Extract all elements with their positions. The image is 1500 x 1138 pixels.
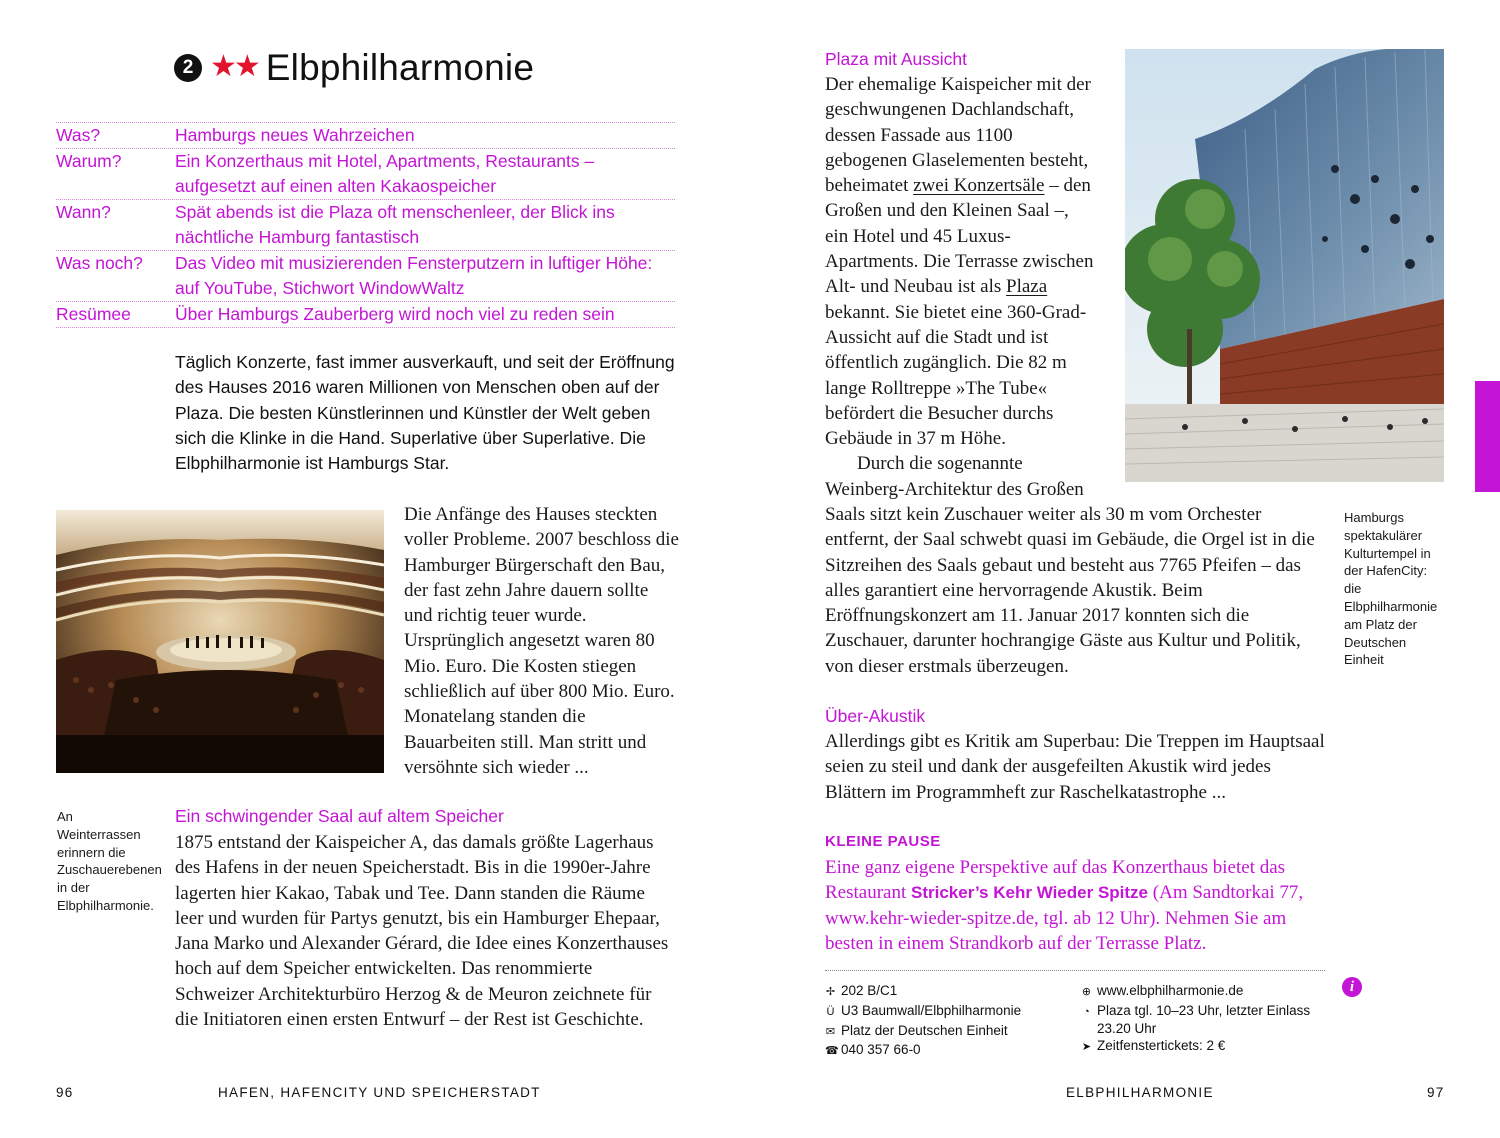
section-heading-plaza: Plaza mit Aussicht [825,49,967,69]
plaza-text-mid: – den Großen und den Kleinen Saal –, ein Hotel und 45 Luxus-Apartments. Die Terrasse zwischen Alt- und Neubau ist als [825,175,1094,298]
page-number-left: 96 [56,1085,74,1100]
running-head-left: HAFEN, HAFENCITY UND SPEICHERSTADT [218,1085,541,1100]
fact-address [825,1022,1065,1042]
fact-text: U3 Baumwall/Elbphilharmonie [841,1002,1022,1018]
section-text-saal: 1875 entstand der Kaispeicher A, das damals größte Lagerhaus des Hafens in der neuen Speicherstadt. Bis in die 1990er-Jahre lagerten hier Kakao, Tabak und Tee. Dann standen die Räume leer und wurden für Partys genutzt, bis ein Hamburger Ehepaar, Jana Marko und Alexander Gérard, die Idee eines Konzerthauses hoch auf dem Speicher entwickelten. Das renommierte Schweizer Architekturbüro Herzog & de Meuron zeichnete für die Initiatoren einen ersten Entwurf – der Rest ist Geschichte. [175,832,669,1031]
fact-hours [1081,1002,1321,1038]
chapter-heading [174,44,534,92]
concert-hall-photo [56,510,384,773]
link-plaza[interactable]: Plaza [1006,276,1048,298]
info-row [56,122,675,148]
section-heading-saal: Ein schwingender Saal auf altem Speicher [175,806,504,826]
section-heading-akustik: Über-Akustik [825,706,926,726]
section-text-weinberg: Saals sitzt kein Zuschauer weiter als 30 m vom Orchester entfernt, der Saal schwebt quasi im Gebäude, die Orgel ist in die Sitzreihen des Saals gebaut und besteht aus 7765 Pfeifen – das alles garantiert eine hervorragende Akustik. Beim Eröffnungskonzert am 11. Januar 2017 konnten sich die Zuschauer, darunter hochrangige Gäste aus Kultur und Politik, von dieser erstmals überzeugen. [825,504,1315,677]
page-number-right: 97 [1427,1085,1445,1100]
photo-caption-right: Hamburgs spektakulärer Kulturtempel in der HafenCity: die Elbphilharmonie am Platz der Deutschen Einheit [1344,510,1438,668]
info-label: Wann? [56,202,111,222]
info-label: Warum? [56,151,122,171]
info-table [56,122,675,328]
info-value: Über Hamburgs Zauberberg wird noch viel zu reden sein [175,304,615,324]
phone-icon: ☎ [825,1045,839,1058]
map-icon: ✢ [825,986,836,998]
info-value: Das Video mit musizierenden Fensterputzern in luftiger Höhe: auf YouTube, Stichwort WindowWaltz [175,253,653,298]
info-row [56,301,675,328]
facts-left [825,982,1065,1061]
concert-hall-illustration [56,510,384,773]
info-value: Ein Konzerthaus mit Hotel, Apartments, Restaurants – aufgesetzt auf einen alten Kakaospeicher [175,151,595,196]
fact-text: Platz der Deutschen Einheit [841,1022,1008,1038]
web-icon: ⊕ [1081,986,1092,998]
pause-text-start: Eine ganz eigene Perspektive auf das Konzerthaus bietet das Restaurant [825,857,1286,904]
address-icon: ✉ [825,1025,836,1038]
info-row [56,199,675,250]
photo-caption-left: An Weinterrassen erinnern die Zuschauerebenen in der Elbphilharmonie. [57,809,162,913]
pause-text [825,855,1325,956]
fact-tickets [1081,1037,1321,1057]
pause-text-end: (Am Sandtorkai 77, www.kehr-wieder-spitze.de, tgl. ab 12 Uhr). Nehmen Sie am besten in einem Strandkorb auf der Terrasse Platz. [825,882,1304,954]
running-head-right: ELBPHILHARMONIE [1066,1085,1214,1100]
link-konzertsaele[interactable]: zwei Konzertsäle [913,175,1045,197]
weinberg-text-start: Durch die sogenannte Weinberg-Architektur des Großen [825,453,1084,500]
info-label: Resümee [56,304,131,324]
info-row [56,250,675,301]
clock-icon: ◔ [1083,1005,1090,1018]
fact-phone [825,1041,1065,1061]
lead-paragraph: Täglich Konzerte, fast immer ausverkauft, und seit der Eröffnung des Hauses 2016 waren Millionen von Menschen oben auf der Plaza. Die besten Künstlerinnen und Künstler der Welt geben sich die Klinke in die Hand. Superlative über Superlative. Die Elbphilharmonie ist Hamburgs Star. [175,352,675,474]
sight-number-badge: 2 [174,54,202,82]
info-label: Was? [56,125,101,145]
info-value: Hamburgs neues Wahrzeichen [175,125,415,145]
section-text-akustik: Allerdings gibt es Kritik am Superbau: Die Treppen im Hauptsaal seien zu steil und dank der ausgefeilten Akustik wird jedes Blättern im Programmheft zur Raschelkatastrophe ... [825,731,1325,803]
plaza-text-end: bekannt. Sie bietet eine 360-Grad-Aussicht auf die Stadt und ist öffentlich zugänglich. Die 82 m lange Rolltreppe »The Tube« befördert die Besucher durchs Gebäude in 37 m Höhe. [825,301,1087,450]
restaurant-name: Stricker’s Kehr Wieder Spitze [911,883,1149,903]
building-illustration [1125,49,1444,482]
chapter-tab-marker [1475,381,1500,492]
info-value: Spät abends ist die Plaza oft menschenleer, der Blick ins nächtliche Hamburg fantastisch [175,202,615,247]
section-text-plaza [825,72,1095,502]
fact-text: Zeitfenstertickets: 2 € [1097,1038,1226,1054]
page-title: Elbphilharmonie [265,47,535,88]
fact-text: 202 B/C1 [841,983,898,998]
info-icon: i [1342,977,1362,997]
info-label: Was noch? [56,253,143,273]
fact-text: Plaza tgl. 10–23 Uhr, letzter Einlass 23.20 Uhr [1097,1002,1311,1036]
fact-map [825,982,1065,1002]
pause-label: KLEINE PAUSE [825,833,941,850]
website-link[interactable]: www.elbphilharmonie.de [1097,983,1244,998]
plaza-text-start: Der ehemalige Kaispeicher mit der geschwungenen Dachlandschaft, dessen Fassade aus 1100 gebogenen Glaselementen besteht, beheimatet [825,74,1091,197]
facts-right [1081,982,1321,1057]
elbphilharmonie-photo [1125,49,1444,482]
subway-icon: Ü [826,1005,835,1018]
fact-web [1081,982,1321,1002]
fact-text[interactable]: 040 357 66-0 [841,1042,921,1058]
facts-divider [825,970,1325,971]
two-star-rating-icon: ★★ [210,50,258,83]
history-paragraph: Die Anfänge des Hauses steckten voller Probleme. 2007 beschloss die Hamburger Bürgerschaft den Bau, der fast zehn Jahre dauern sollte und richtig teuer wurde. Ursprünglich angesetzt waren 80 Mio. Euro. Die Kosten stiegen schließlich auf über 800 Mio. Euro. Monatelang standen die Bauarbeiten still. Man stritt und versöhnte sich wieder ... [404,504,679,778]
info-row [56,148,675,199]
fact-subway [825,1002,1065,1022]
ticket-icon: ➤ [1081,1041,1092,1054]
